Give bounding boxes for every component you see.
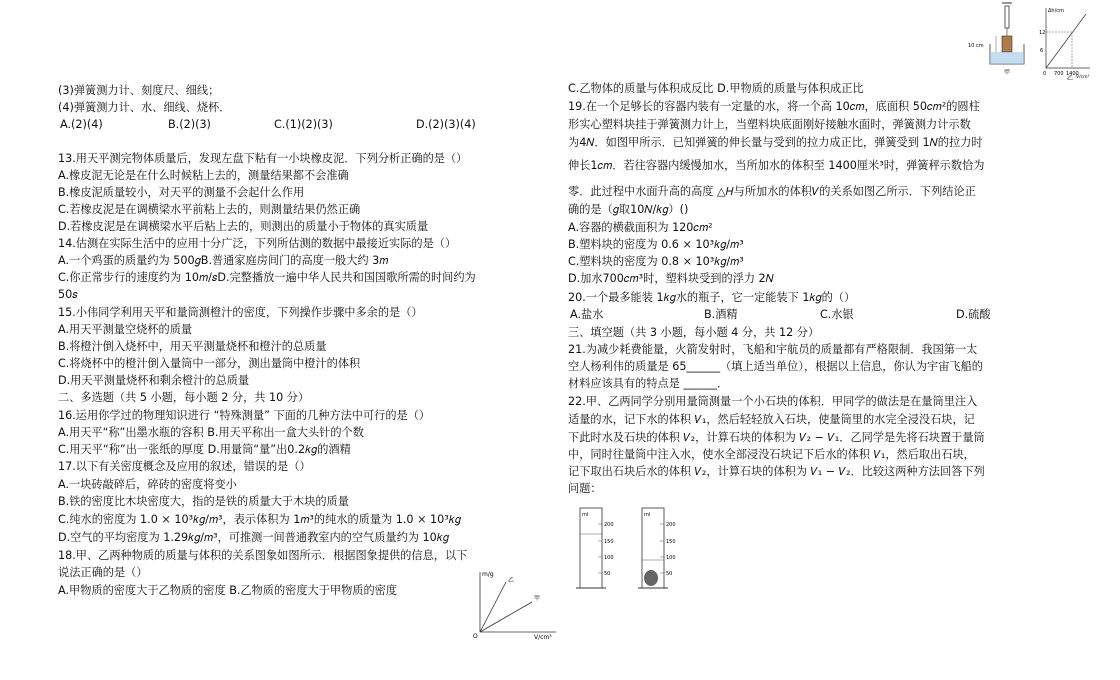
section-multi-choice-heading: 二、多选题（共 5 小题，每小题 2 分，共 10 分）	[58, 391, 310, 404]
q19-y-label: Δh/cm	[1048, 8, 1064, 14]
measuring-cylinder-1	[576, 508, 614, 588]
q19-option-c: C.塑料块的密度为 0.8 × 10³𝑘𝑔/𝑚³	[568, 255, 744, 268]
q18-option-ab: A.甲物质的密度大于乙物质的密度 B.乙物质的密度大于甲物质的密度	[58, 584, 398, 597]
q20-option-a: A.盐水	[570, 308, 604, 321]
q13-option-b: B.橡皮泥质量较小，对天平的测量不会起什么作用	[58, 186, 305, 199]
q21-stem-3: 材料应该具有的特点是 ______．	[568, 377, 729, 390]
q19-option-d: D.加水700𝑐𝑚³时，塑料块受到的浮力 2𝑁	[568, 272, 774, 285]
q21-stem-1: 21.为减少耗费能量，火箭发射时，飞船和宇航员的质量都有严格限制．我国第一太	[568, 343, 978, 356]
q20-option-d: D.硫酸	[956, 308, 991, 321]
q18-label-yi: 乙	[508, 577, 515, 584]
q19-data-line	[1046, 14, 1086, 68]
q20-option-b: B.酒精	[704, 308, 738, 321]
cylinder-2-unit: ml	[644, 512, 651, 518]
q19-stem-1: 19.在一个足够长的容器内装有一定量的水，将一个高 10𝑐𝑚，底面积 50𝑐𝑚²的圆柱	[568, 100, 980, 113]
q22-stem-4: 中，同时往量筒中注入水，使水全部浸没石块记下后水的体积 𝑉₁，然后取出石块，	[568, 448, 975, 461]
q18-option-cd: C.乙物体的质量与体积成反比 D.甲物质的质量与体积成正比	[568, 82, 864, 95]
q19-stem-4: 伸长1𝑐𝑚．若往容器内缓慢加水，当所加水的体积至 1400厘米³时，弹簧秤示数恰为	[568, 159, 985, 172]
q18-x-label: V/cm³	[534, 634, 552, 640]
q19-height-label: 10 cm	[968, 43, 984, 49]
q14-option-ab: A.一个鸡蛋的质量约为 500𝑔B.普通家庭房间门的高度一般大约 3𝑚	[58, 254, 389, 267]
cylinder-2-tick-150: 150	[666, 539, 676, 545]
q17-option-c: C.纯水的密度为 1.0 × 10³𝑘𝑔/𝑚³，表示体积为 1𝑚³的纯水的质量为 1.0 × 10³𝑘𝑔	[58, 513, 461, 526]
q19-x-tick-0: 0	[1043, 71, 1047, 77]
q15-option-c: C.将烧杯中的橙汁倒入量筒中一部分，测出量筒中橙汁的体积	[58, 357, 361, 370]
plastic-block	[1002, 36, 1012, 52]
cylinder-2-tick-50: 50	[666, 571, 673, 577]
q18-origin-label: O	[473, 633, 478, 640]
cylinder-1-tick-200: 200	[604, 522, 614, 528]
q22-stem-3: 下此时水及石块的体积 𝑉₂，计算石块的体积为 𝑉₂ − 𝑉₁．乙同学是先将石块置于量筒	[568, 431, 985, 444]
cylinder-1-tick-150: 150	[604, 539, 614, 545]
section-fill-blank-heading: 三、填空题（共 3 小题，每小题 4 分，共 12 分）	[568, 326, 820, 339]
q16-stem: 16.运用你学过的物理知识进行 “特殊测量” 下面的几种方法中可行的是（）	[58, 409, 431, 422]
q14-stem: 14.估测在实际生活中的应用十分广泛，下列所估测的数据中最接近实际的是（）	[58, 237, 457, 250]
cylinder-1-unit: ml	[582, 512, 589, 518]
q22-stem-5: 记下取出石块后水的体积 𝑉₂，计算石块的体积为 𝑉₁ − 𝑉₂．比较这两种方法回答下列	[568, 465, 985, 478]
q13-option-d: D.若橡皮泥是在调横梁水平后粘上去的，则测出的质量小于物体的真实质量	[58, 220, 429, 233]
q15-stem: 15.小伟同学利用天平和量筒测橙汁的密度，下列操作步骤中多余的是（）	[58, 306, 423, 319]
q18-label-jia: 甲	[534, 595, 541, 602]
q19-y-tick-12: 12	[1039, 30, 1046, 36]
q17-stem: 17.以下有关密度概念及应用的叙述，错误的是（）	[58, 460, 311, 473]
q19-stem-2: 形实心塑料块挂于弹簧测力计上，当塑料块底面刚好接触水面时，弹簧测力计示数	[568, 118, 971, 131]
q20-option-c: C.水银	[820, 308, 854, 321]
q17-option-b: B.铁的密度比木块密度大，指的是铁的质量大于木块的质量	[58, 495, 349, 508]
q17-option-a: A.一块砖敲碎后，碎砖的密度将变小	[58, 478, 237, 491]
q17-option-d: D.空气的平均密度为 1.29𝑘𝑔/𝑚³，可推测一间普通教室内的空气质量约为 10𝑘𝑔	[58, 531, 449, 544]
q18-y-label: m/g	[482, 571, 494, 578]
q19-stem-6: 确的是（𝑔取10𝑁/𝑘𝑔）()	[568, 203, 689, 216]
q13-option-c: C.若橡皮泥是在调横梁水平前粘上去的，则测量结果仍然正确	[58, 203, 361, 216]
q18-stem: 18.甲、乙两种物质的质量与体积的关系图象如图所示．根据图象提供的信息，以下	[58, 549, 468, 562]
q16-option-ab: A.用天平“称”出墨水瓶的容积 B.用天平称出一盒大头针的个数	[58, 426, 364, 439]
q19-option-b: B.塑料块的密度为 0.6 × 10³𝑘𝑔/𝑚³	[568, 238, 744, 251]
cylinder-2-tick-200: 200	[666, 522, 676, 528]
q16-option-cd: C.用天平“称”出一张纸的厚度 D.用量筒“量”出0.2𝑘𝑔的酒精	[58, 443, 351, 456]
q19-x-label: V/cm³	[1076, 75, 1090, 80]
water-level	[990, 52, 1024, 64]
measuring-cylinder-2	[638, 508, 676, 588]
q19-caption-yi: 乙	[1067, 75, 1074, 80]
q22-stem-6: 问题：	[568, 482, 602, 495]
q19-figure	[968, 0, 1092, 80]
q22-stem-1: 22.甲、乙两同学分别用量筒测量一个小石块的体积．甲同学的做法是在量筒里注入	[568, 395, 978, 408]
q18-graph	[470, 568, 560, 640]
q15-option-b: B.将橙汁倒入烧杯中，用天平测量烧杯和橙汁的总质量	[58, 340, 327, 353]
q12-option-c: C.(1)(2)(3)	[274, 118, 333, 131]
q15-option-a: A.用天平测量空烧杯的质量	[58, 323, 193, 336]
q19-caption-jia: 甲	[1004, 69, 1011, 76]
q20-stem: 20.一个最多能装 1𝑘𝑔水的瓶子，它一定能装下 1𝑘𝑔的（）	[568, 291, 856, 304]
q19-stem-5: 零．此过程中水面升高的高度 △𝐻与所加水的体积𝑉的关系如图乙所示．下列结论正	[568, 185, 976, 198]
cylinder-2-tick-100: 100	[666, 555, 676, 561]
q19-x-tick-700: 700	[1054, 71, 1064, 77]
q13-option-a: A.橡皮泥无论是在什么时候粘上去的，测量结果都不会准确	[58, 169, 349, 182]
spring-scale-icon	[1005, 6, 1009, 28]
q19-graph	[1039, 8, 1090, 80]
q22-stem-2: 适量的水，记下水的体积 𝑉₁，然后轻轻放入石块，使量筒里的水完全浸没石块，记	[568, 413, 975, 426]
q15-option-d: D.用天平测量烧杯和剩余橙汁的总质量	[58, 374, 250, 387]
q12-option-d: D.(2)(3)(4)	[416, 118, 476, 131]
q19-option-a: A.容器的横截面积为 120𝑐𝑚²	[568, 221, 713, 234]
cylinder-1-tick-100: 100	[604, 555, 614, 561]
q19-stem-3: 为4𝑁．如图甲所示．已知弹簧的伸长量与受到的拉力成正比，弹簧受到 1𝑁的拉力时	[568, 136, 983, 149]
q14-option-cd: C.你正常步行的速度约为 10𝑚/𝑠D.完整播放一遍中华人民共和国国歌所需的时间约为	[58, 271, 476, 284]
q19-x-tick-1400: 1400	[1066, 71, 1079, 77]
stone-icon	[644, 570, 658, 586]
q12-item4: (4)弹簧测力计、水、细线、烧杯．	[58, 101, 231, 114]
q14-option-d-cont: 50𝑠	[58, 288, 78, 301]
q13-stem: 13.用天平测完物体质量后，发现左盘下粘有一小块橡皮泥．下列分析正确的是（）	[58, 152, 468, 165]
q12-item3: (3)弹簧测力计、刻度尺、细线；	[58, 84, 220, 97]
q19-apparatus	[968, 3, 1024, 76]
q21-stem-2: 空人杨利伟的质量是 65______（填上适当单位），根据以上信息，你认为宇宙飞船的	[568, 360, 983, 373]
q19-y-tick-6: 6	[1040, 48, 1044, 54]
cylinder-1-tick-50: 50	[604, 571, 611, 577]
q12-option-b: B.(2)(3)	[168, 118, 211, 131]
q22-figure	[566, 500, 696, 600]
q12-option-a: A.(2)(4)	[60, 118, 103, 131]
q18-stem-cont: 说法正确的是（）	[58, 566, 148, 579]
